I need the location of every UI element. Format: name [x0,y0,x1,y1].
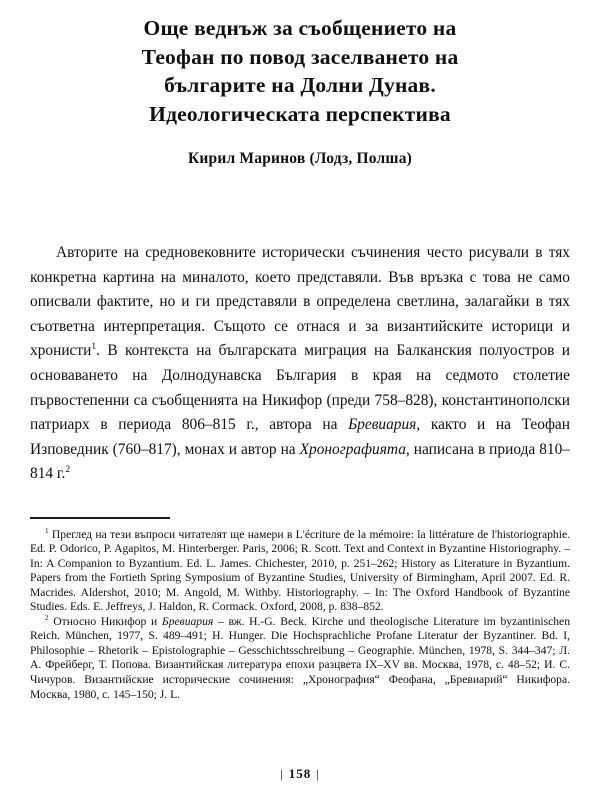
footnote-2-text-after: – вж. H.-G. Beck. Kirche und theologische Literature im byzantinischen Reich. München, 1977, S. 489–491; H. Hunger. Die Hochsprachliche Profane Literatur der Byzantiner. Bd. I, Philosophie – Rhetorik – Epistolographie – Gesschichtsschreibung – Geographie. München, 1978, S. 344–347; Л. А. Фрейберг, Т. Попова. Византийская литература епохи разцвета IX–XV вв. Москва, 1978, с. 48–52; И. С. Чичуров. Византийские исторические сочинения: „Хронография“ Феофана, „Бревиарий“ Никифора. Москва, 1980, с. 145–150; J. L. [30,614,570,701]
footnote-1 [30,528,570,615]
footnote-1-text: Преглед на тези въпроси читателят ще намери в L'écriture de la mémoire: la littérature de l'historiographie. Ed. P. Odorico, P. Agapitos, M. Hinterberger. Paris, 2006; R. Scott. Text and Context in Byzantine Historiography. – In: A Companion to Byzantium. Ed. L. James. Chichester, 2010, p. 251–262; History as Literature in Byzantium. Papers from the Fortieth Spring Symposium of Byzantine Studies, University of Birmingham, April 2007. Ed. R. Macrides. Aldershot, 2010; M. Angold, M. Withby. Historiography. – In: The Oxford Handbook of Byzantine Studies. Eds. E. Jeffreys, J. Haldon, R. Cormack. Oxford, 2008, p. 838–852. [30,527,570,614]
article-title [30,14,570,128]
footnote-ref-1[interactable]: 1 [91,341,97,353]
title-line-4: Идеологическата перспектива [149,101,451,126]
footnotes-section [30,528,570,703]
footnote-ref-2[interactable]: 2 [65,464,71,476]
body-text [30,241,570,487]
page-footer [0,765,600,783]
body-part-3: , както и на Теофан Изповедник (760–817), монах и автор на [30,416,571,458]
author-byline [30,149,570,169]
footnote-2 [30,615,570,702]
page-number-block [275,766,325,782]
body-part-1: Авторите на средновековните исторически съчинения често рисували в тях конкретна картина на миналото, което представяли. Във връзка с това не само описвали фактите, но и ги представяли в определена светлина, залагайки в тях съответна интерпретация. Същото се отнася и за византийските историци и хронисти [30,244,570,360]
footnote-2-text-before: Относно Никифор и [53,614,162,628]
page-number: 158 [288,766,312,781]
author-name: Кирил Маринов (Лодз, Полша) [187,150,413,167]
body-part-2: . В контекста на българската миграция на Балканския полуостров и основаването на Долнодунавска България в края на седмото столетие първостепенни са съобщенията на Никифор (преди 758–828), константинополски патриарх в периода 806–815 г., автора на [30,342,570,434]
footnote-1-marker: 1 [45,526,49,535]
footnote-2-italic-term: Бревиария [161,614,214,628]
work-title-chronographia: Хронографията [299,440,406,458]
body-part-4: , написана в приода 810–814 г. [30,440,570,483]
work-title-breviarium: Бревиария [348,416,417,434]
page-bar-right: | [316,766,320,781]
title-line-3: българите на Долни Дунав. [164,73,436,97]
body-paragraph [30,241,570,487]
footnote-separator-rule [30,517,170,519]
title-line-1: Още веднъж за съобщението на [143,16,457,40]
footnote-2-marker: 2 [45,613,49,622]
title-line-2: Теофан по повод заселването на [141,44,459,69]
page-bar-left: | [280,766,284,781]
